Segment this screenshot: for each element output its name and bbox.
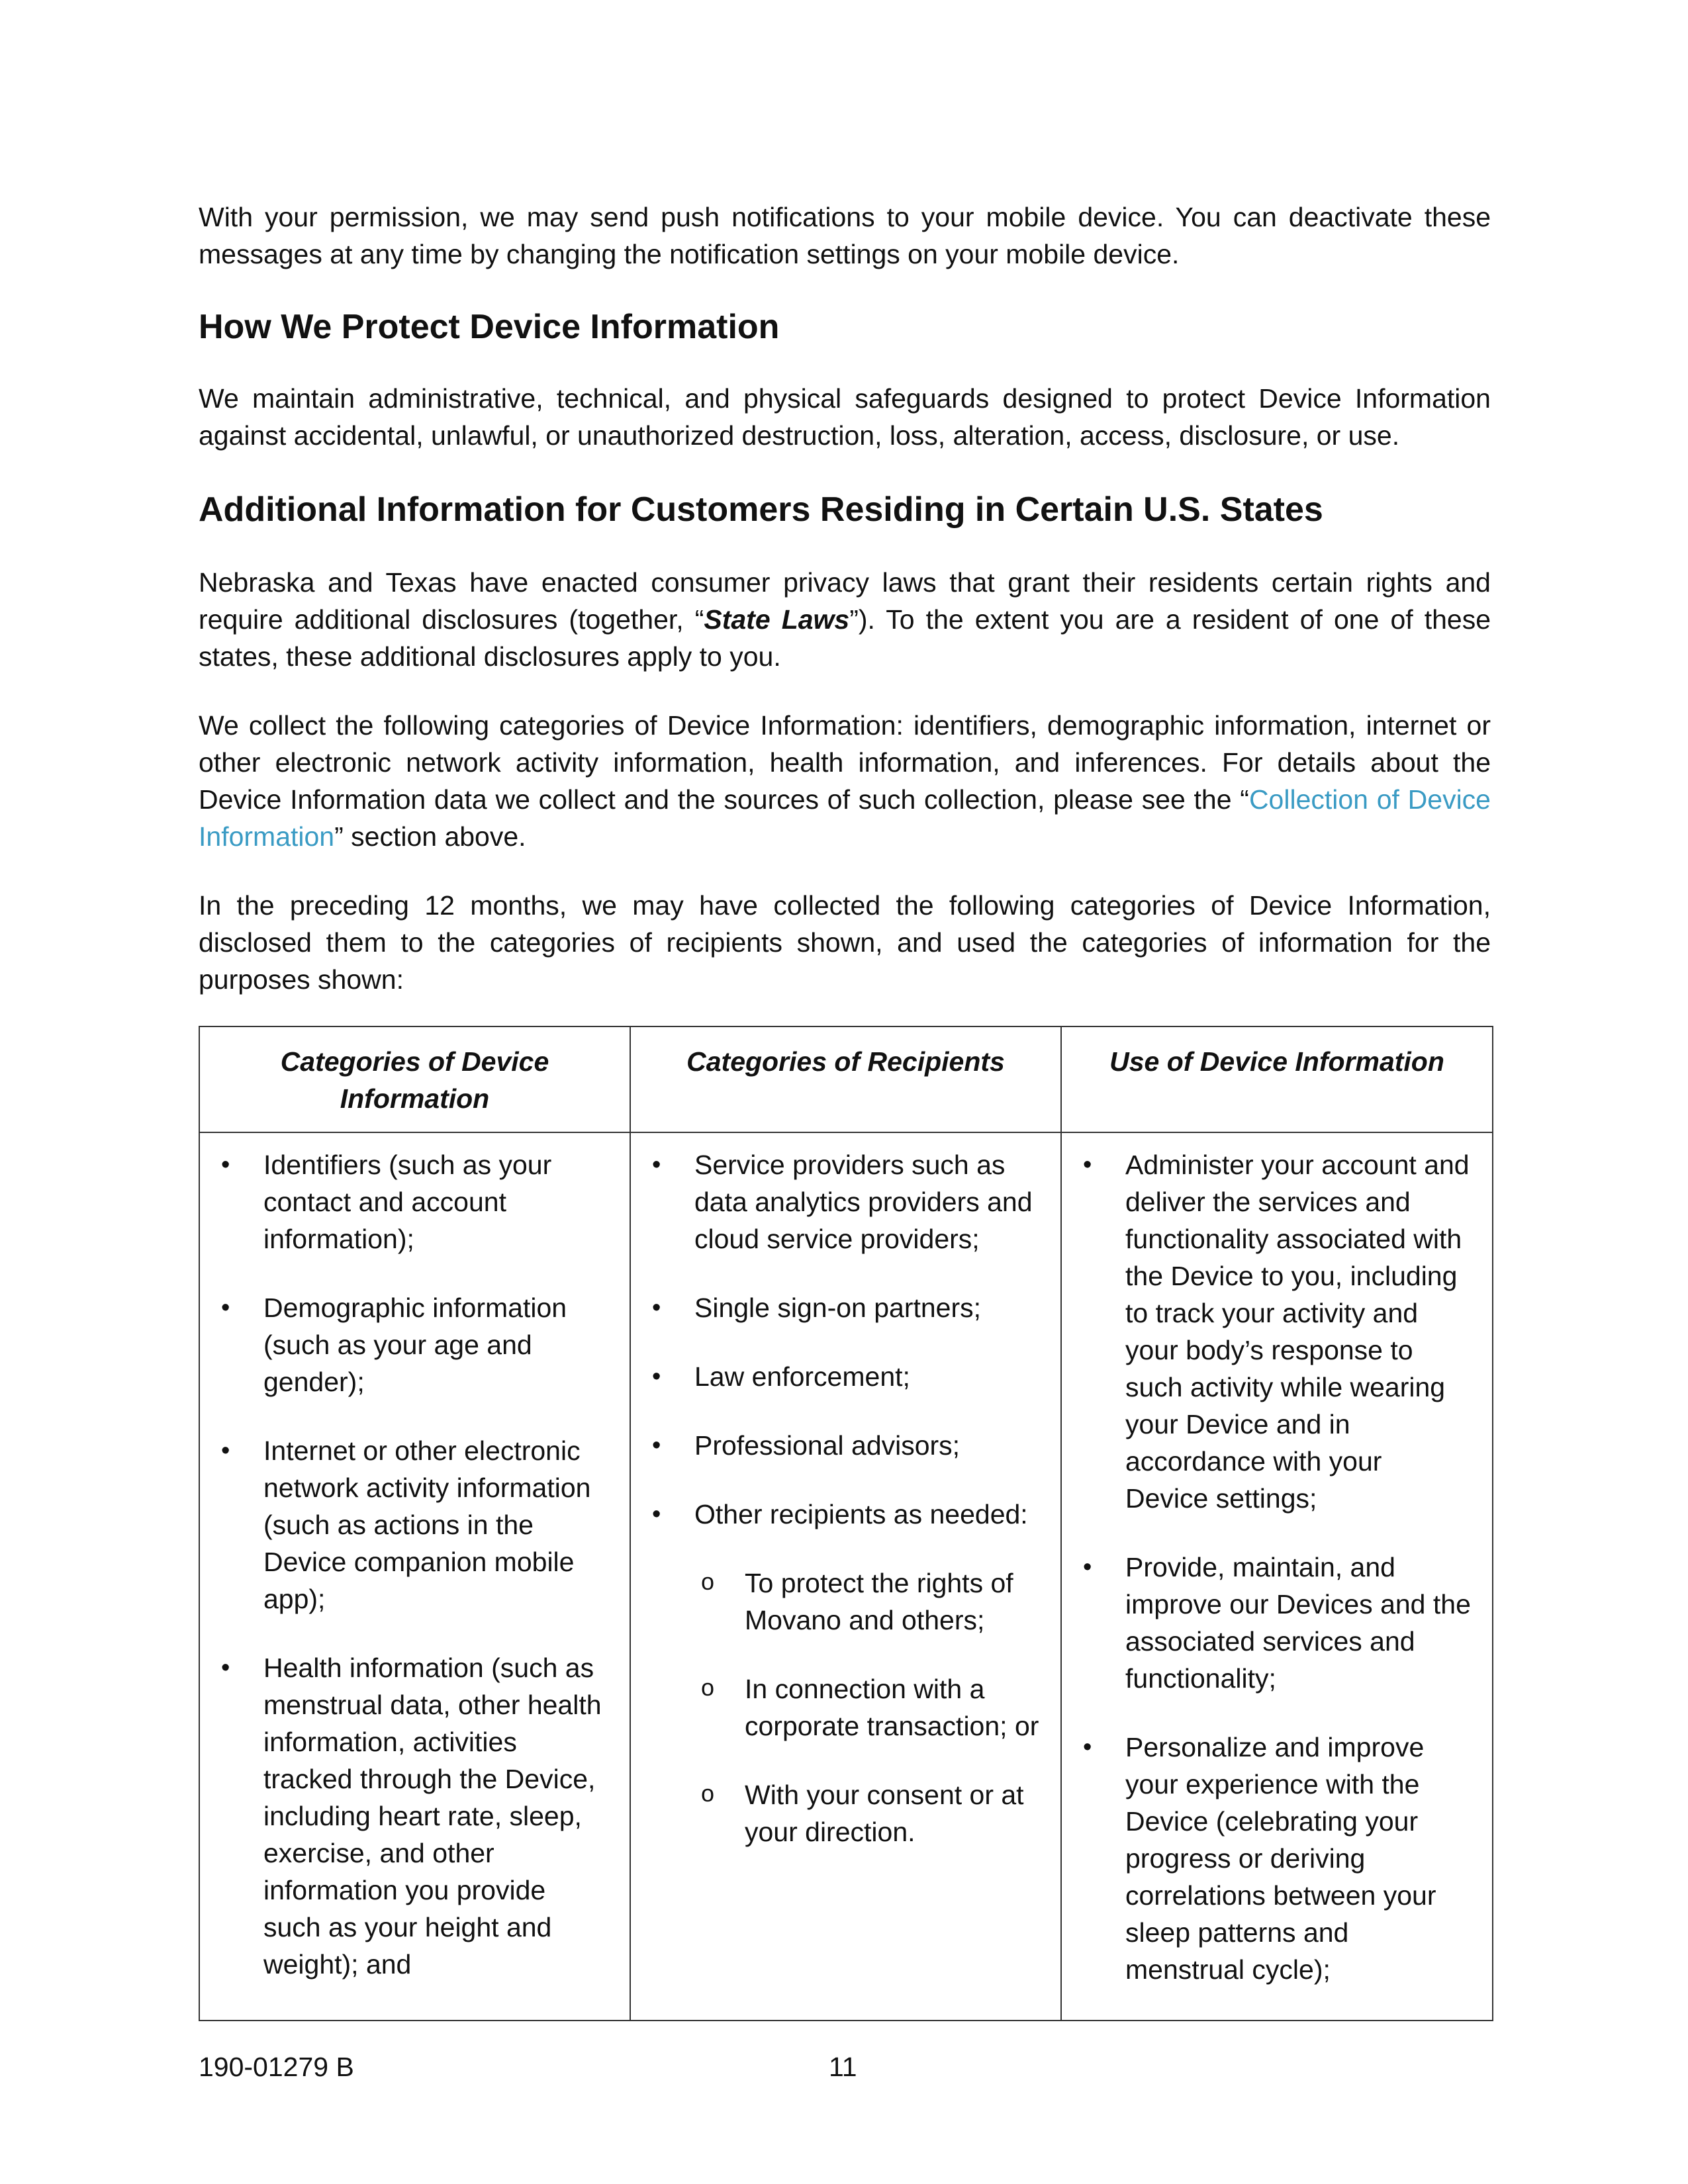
table-header-row <box>199 1026 1493 1132</box>
header-categories-of-device-information: Categories of Device Information <box>199 1026 630 1132</box>
header-categories-of-recipients: Categories of Recipients <box>630 1026 1061 1132</box>
device-information-cell <box>199 1132 630 2021</box>
page-number: 11 <box>829 2052 857 2082</box>
list-item: • Personalize and improve your experience with the Device (celebrating your progress or deriving correlations between your sleep patterns and menstrual cycle); <box>1082 1729 1472 1988</box>
device-information-table <box>199 1026 1493 2021</box>
categories-text-after: ” section above. <box>334 821 526 852</box>
sub-list-item: o In connection with a corporate transaction; or <box>651 1670 1041 1745</box>
list-item <box>651 1496 1041 1850</box>
list-item: • Health information (such as menstrual data, other health information, activities tracked through the Device, including heart rate, sleep, exercise, and other information you provide such as your height and weight); and <box>220 1649 610 1983</box>
recipients-cell <box>630 1132 1061 2021</box>
protect-heading: How We Protect Device Information <box>199 308 780 346</box>
list-item: • Internet or other electronic network activity information (such as actions in the Device companion mobile app); <box>220 1432 610 1617</box>
use-cell <box>1061 1132 1493 2021</box>
sub-list-item: o With your consent or at your direction. <box>651 1776 1041 1850</box>
categories-paragraph <box>199 707 1491 855</box>
collection-of-device-information-link[interactable]: Collection of Device Information <box>199 784 1491 852</box>
push-notifications-paragraph: With your permission, we may send push notifications to your mobile device. You can deactivate these messages at any time by changing the notification settings on your mobile device. <box>199 202 1491 269</box>
state-laws-text-before: Nebraska and Texas have enacted consumer privacy laws that grant their residents certain rights and require additional disclosures (together, “ <box>199 567 1491 635</box>
state-laws-paragraph <box>199 564 1491 675</box>
sub-list-item: o To protect the rights of Movano and others; <box>651 1565 1041 1639</box>
list-item: • Law enforcement; <box>651 1358 1041 1395</box>
states-heading: Additional Information for Customers Residing in Certain U.S. States <box>199 490 1323 529</box>
categories-text-before: We collect the following categories of Device Information: identifiers, demographic information, internet or other electronic network activity information, health information, and inferences. For details about the Device Information data we collect and the sources of such collection, please see the “ <box>199 710 1491 815</box>
preceding-months-paragraph: In the preceding 12 months, we may have collected the following categories of Device Information, disclosed them to the categories of recipients shown, and used the categories of information for the purposes shown: <box>199 890 1491 995</box>
list-item-text: Other recipients as needed: <box>694 1499 1028 1529</box>
table-body-row <box>199 1132 1493 2021</box>
header-use-of-device-information: Use of Device Information <box>1061 1026 1493 1132</box>
list-item: • Professional advisors; <box>651 1427 1041 1464</box>
list-item: • Service providers such as data analytics providers and cloud service providers; <box>651 1146 1041 1257</box>
state-laws-text-after: ”). To the extent you are a resident of one of these states, these additional disclosures apply to you. <box>199 604 1491 672</box>
list-item: • Administer your account and deliver the services and functionality associated with the Device to you, including to track your activity and your body’s response to such activity while wearing your Device and in accordance with your Device settings; <box>1082 1146 1472 1517</box>
list-item: • Provide, maintain, and improve our Devices and the associated services and functionality; <box>1082 1549 1472 1697</box>
list-item: • Identifiers (such as your contact and account information); <box>220 1146 610 1257</box>
state-laws-term: State Laws <box>704 604 850 635</box>
safeguards-paragraph: We maintain administrative, technical, and physical safeguards designed to protect Device Information against accidental, unlawful, or unauthorized destruction, loss, alteration, access, disclosure, or use. <box>199 383 1491 451</box>
document-id: 190-01279 B <box>199 2052 354 2082</box>
list-item: • Single sign-on partners; <box>651 1289 1041 1326</box>
list-item: • Demographic information (such as your age and gender); <box>220 1289 610 1400</box>
